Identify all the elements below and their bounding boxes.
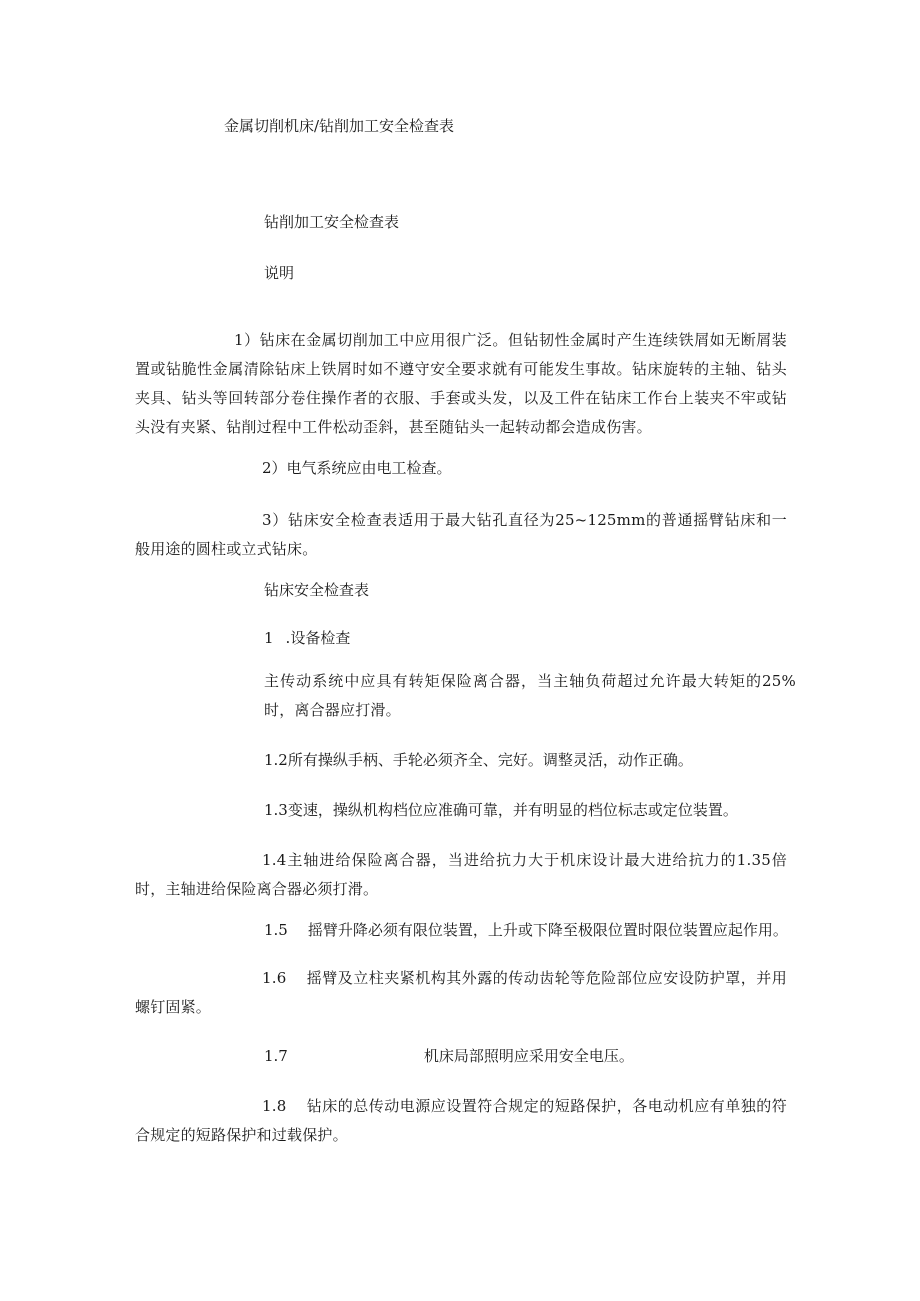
- list-item-1-8: [135, 1092, 787, 1150]
- list-item-1-6: [135, 964, 787, 1022]
- item-number: 1.7: [264, 1047, 288, 1065]
- list-item-1-5: [264, 920, 788, 940]
- item-number: 1.4: [262, 851, 287, 869]
- section-1-label: .设备检查: [285, 629, 351, 647]
- item-text: 变速，操纵机构档位应准确可靠，并有明显的档位标志或定位装置。: [287, 801, 738, 819]
- list-item-1-1: 主传动系统中应具有转矩保险离合器，当主轴负荷超过允许最大转矩的25%时，离合器应打滑。: [264, 672, 796, 719]
- item-text: 所有操纵手柄、手轮必须齐全、完好。调整灵活，动作正确。: [287, 751, 693, 769]
- note-3: 3）钻床安全检查表适用于最大钻孔直径为25~125mm的普通摇臂钻床和一般用途的圆柱或立式钻床。: [135, 511, 787, 558]
- list-item-1-3: [264, 800, 738, 820]
- item-text: 主轴进给保险离合器，当进给抗力大于机床设计最大进给抗力的1.35倍时，主轴进给保险离合器必须打滑。: [135, 851, 787, 898]
- section-title: 钻削加工安全检查表: [264, 213, 400, 231]
- list-item-1-2: [264, 750, 693, 770]
- list-item-1-7: [264, 1046, 634, 1066]
- item-number: 1.8: [262, 1097, 287, 1115]
- list-item-1-4: [135, 846, 787, 904]
- note-heading: 说明: [264, 264, 295, 282]
- item-number: 1.6: [262, 969, 287, 987]
- document-title: 金属切削机床/钻削加工安全检查表: [224, 117, 455, 135]
- note-1: 1）钻床在金属切削加工中应用很广泛。但钻韧性金属时产生连续铁屑如无断屑装置或钻脆性金属清除钻床上铁屑时如不遵守安全要求就有可能发生事故。钻床旋转的主轴、钻头夹具、钻头等回转部分卷住操作者的衣服、手套或头发，以及工件在钻床工作台上装夹不牢或钻头没有夹紧、钻削过程中工件松动歪斜，甚至随钻头一起转动都会造成伤害。: [135, 331, 787, 436]
- checklist-title: 钻床安全检查表: [264, 581, 370, 599]
- item-text: 摇臂升降必须有限位装置，上升或下降至极限位置时限位装置应起作用。: [307, 921, 788, 939]
- item-text: 摇臂及立柱夹紧机构其外露的传动齿轮等危险部位应安设防护罩，并用螺钉固紧。: [135, 969, 787, 1016]
- note-2: 2）电气系统应由电工检查。: [262, 459, 452, 477]
- item-number: 1.3: [264, 801, 288, 819]
- section-1-heading: [264, 628, 350, 648]
- item-text: 钻床的总传动电源应设置符合规定的短路保护，各电动机应有单独的符合规定的短路保护和过载保护。: [135, 1097, 787, 1144]
- item-number: 1.2: [264, 751, 288, 769]
- item-text: 机床局部照明应采用安全电压。: [423, 1047, 634, 1065]
- section-1-number: 1: [264, 629, 274, 647]
- item-number: 1.5: [264, 921, 288, 939]
